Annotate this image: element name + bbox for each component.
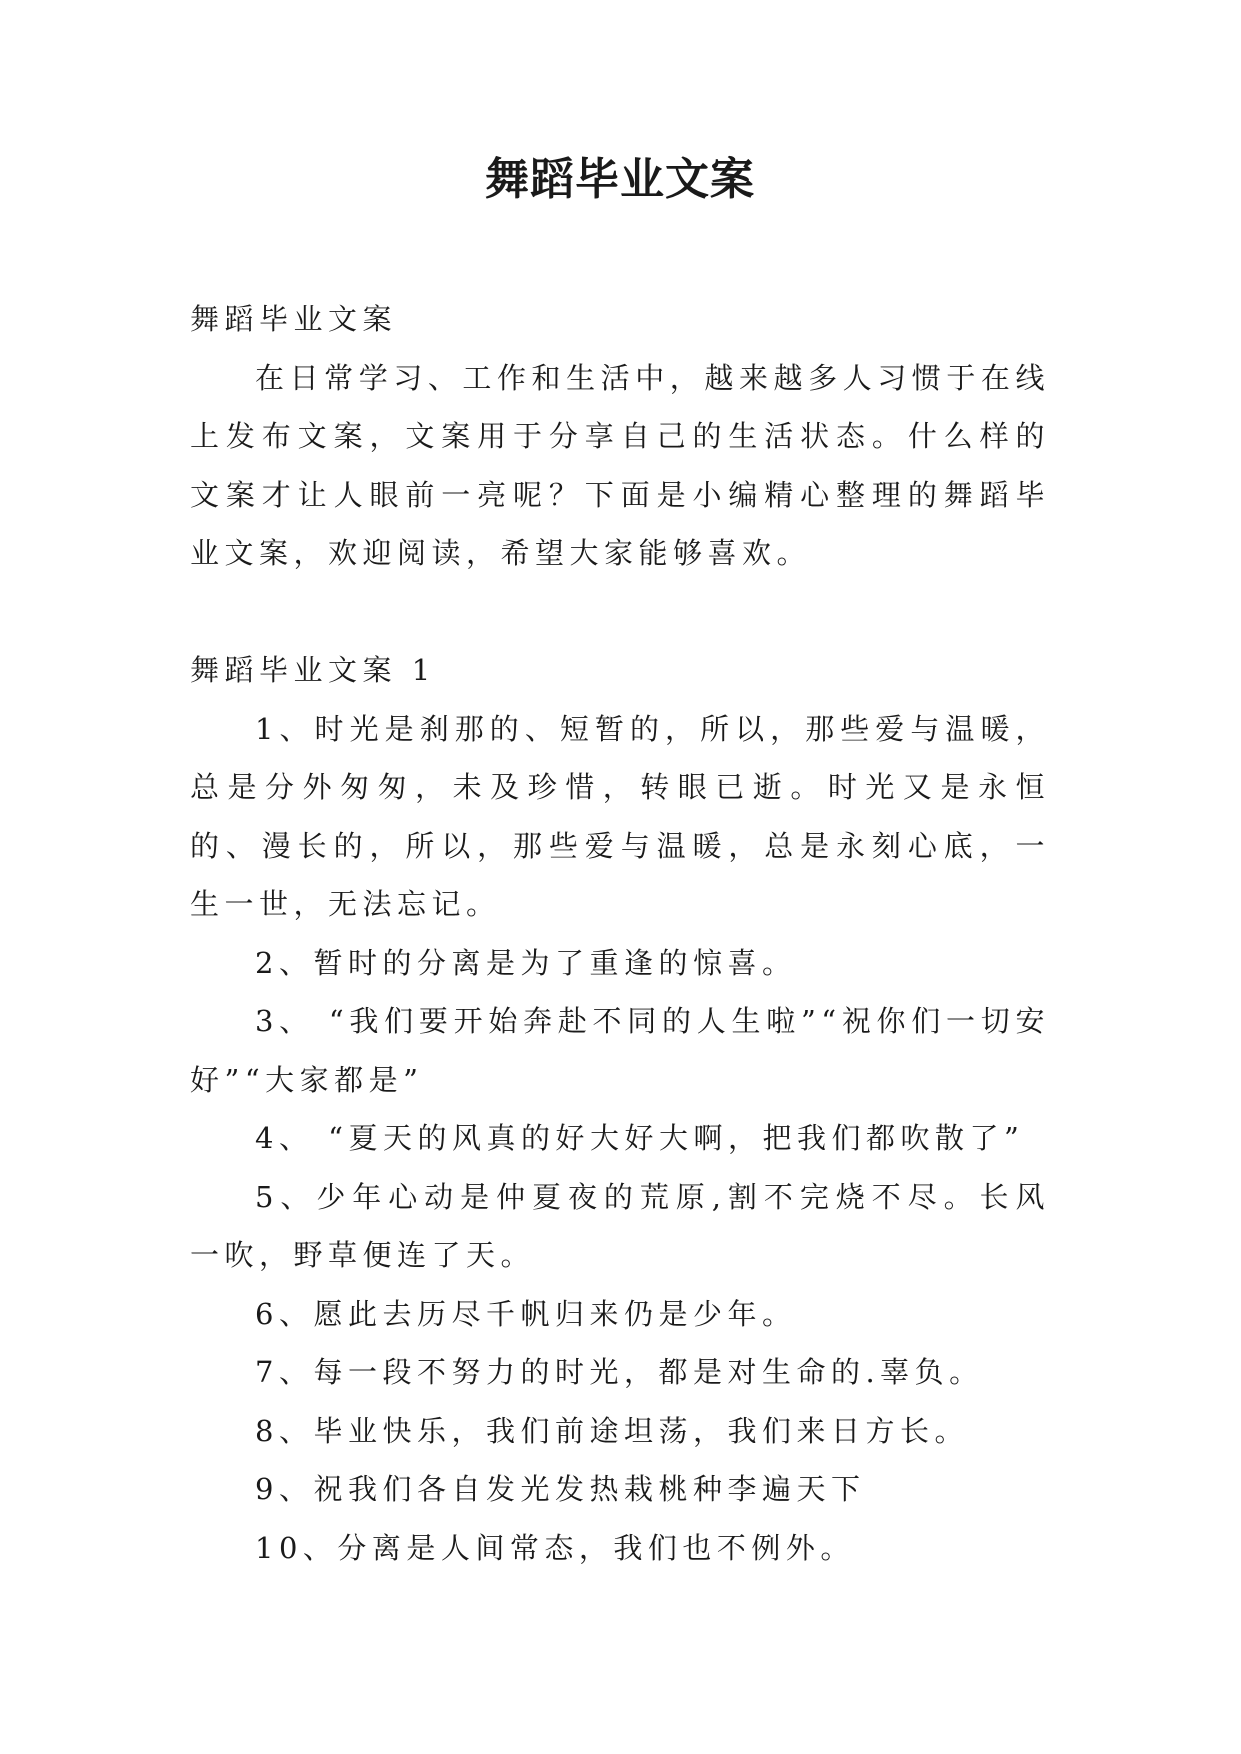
list-item: 4、 “夏天的风真的好大好大啊，把我们都吹散了” (255, 1121, 1025, 1155)
section-heading: 舞蹈毕业文案 1 (190, 653, 436, 687)
list-item: 8、毕业快乐，我们前途坦荡，我们来日方长。 (255, 1413, 969, 1448)
paragraph-spacer (190, 583, 1050, 642)
list-item: 5、少年心动是仲夏夜的荒原,割不完烧不尽。长风一吹，野草便连了天。 (190, 1179, 1050, 1272)
document-title: 舞蹈毕业文案 (485, 154, 755, 205)
document-body (190, 290, 1050, 1577)
intro-paragraph: 在日常学习、工作和生活中，越来越多人习惯于在线上发布文案，文案用于分享自己的生活状态。什么样的文案才让人眼前一亮呢？下面是小编精心整理的舞蹈毕业文案，欢迎阅读，希望大家能够喜欢。 (190, 360, 1050, 570)
list-item: 7、每一段不努力的时光，都是对生命的.辜负。 (255, 1355, 984, 1389)
document-subtitle: 舞蹈毕业文案 (190, 302, 398, 336)
list-item: 9、祝我们各自发光发热栽桃种李遍天下 (255, 1472, 866, 1506)
list-item: 6、愿此去历尽千帆归来仍是少年。 (255, 1296, 797, 1331)
list-item: 3、 “我们要开始奔赴不同的人生啦”“祝你们一切安好”“大家都是” (190, 1004, 1050, 1097)
list-item: 1、时光是刹那的、短暂的，所以，那些爱与温暖，总是分外匆匆，未及珍惜，转眼已逝。时光又是永恒的、漫长的，所以，那些爱与温暖，总是永刻心底，一生一世，无法忘记。 (190, 711, 1050, 921)
list-item: 2、暂时的分离是为了重逢的惊喜。 (255, 945, 797, 980)
list-item: 10、分离是人间常态，我们也不例外。 (255, 1530, 855, 1565)
